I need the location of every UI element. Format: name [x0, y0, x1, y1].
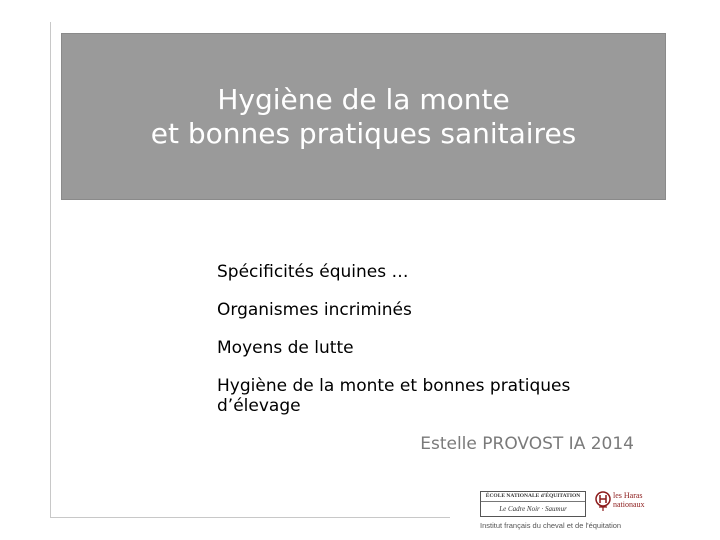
ena-logo-line1: ÉCOLE NATIONALE d'ÉQUITATION — [481, 492, 585, 502]
bullet-item: Moyens de lutte — [217, 338, 354, 358]
haras-logo — [595, 490, 665, 520]
title-box — [61, 33, 666, 200]
bullet-item: Spécificités équines … — [217, 262, 409, 282]
logo-area — [450, 484, 720, 540]
title-line-1: Hygiène de la monte — [217, 82, 510, 116]
bullet-item: Hygiène de la monte et bonnes pratiques d’élevage — [217, 376, 571, 416]
title-line-2: et bonnes pratiques sanitaires — [150, 116, 577, 150]
ifce-text: Institut français du cheval et de l'équitation — [480, 521, 622, 530]
haras-text — [613, 491, 645, 509]
haras-line1: les Haras — [613, 491, 643, 500]
haras-emblem-icon — [595, 490, 611, 512]
bullet-item: Organismes incriminés — [217, 300, 412, 320]
ena-logo — [480, 491, 586, 517]
bullet-list — [217, 262, 657, 434]
author-credit: Estelle PROVOST IA 2014 — [420, 434, 634, 454]
ena-logo-line2: Le Cadre Noir · Saumur — [499, 505, 567, 513]
haras-line2: nationaux — [613, 500, 645, 509]
